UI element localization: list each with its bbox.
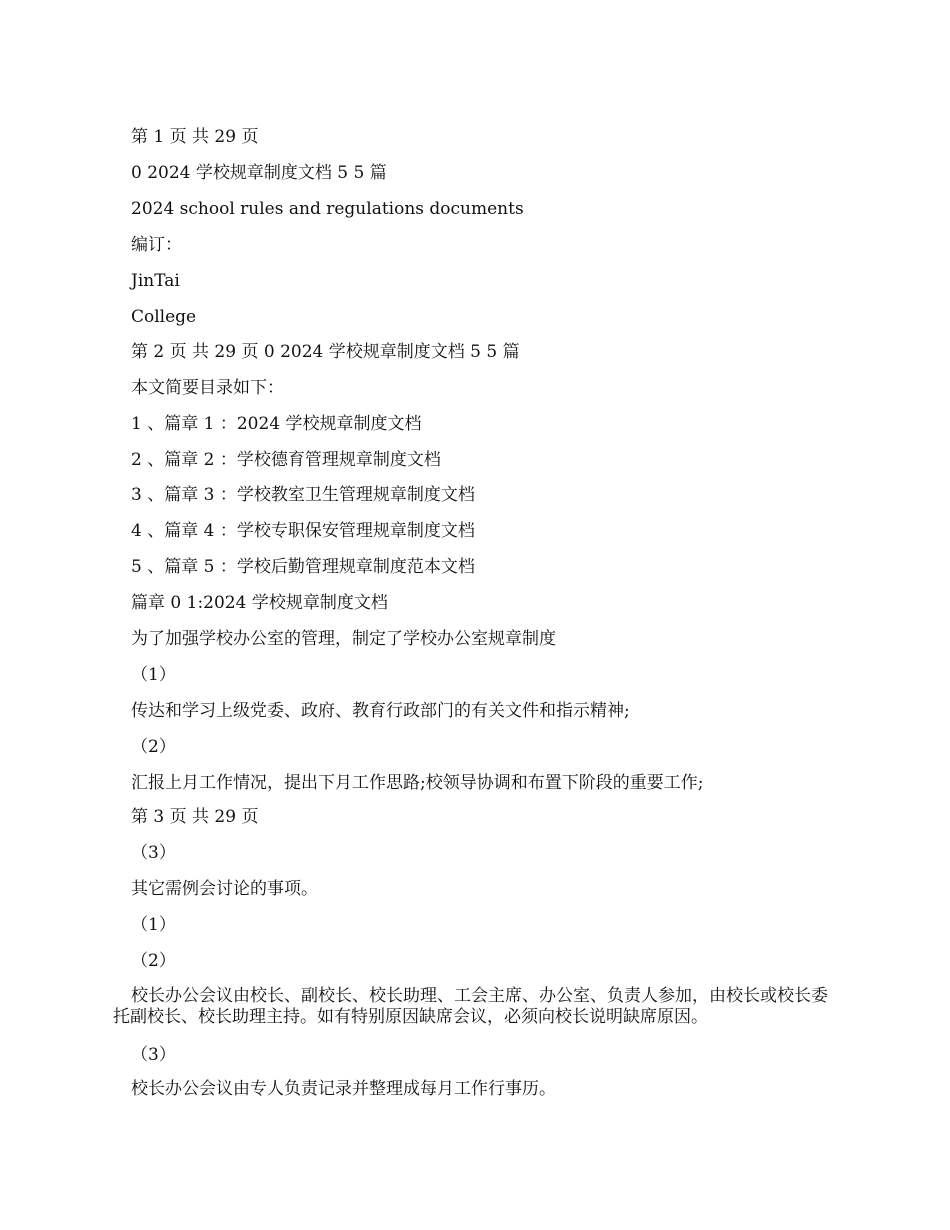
item-number: （1） — [131, 915, 176, 935]
chapter-heading: 篇章 0 1:2024 学校规章制度文档 — [131, 593, 388, 613]
page-header-2: 第 2 页 共 29 页 0 2024 学校规章制度文档 5 5 篇 — [131, 342, 520, 362]
item-number: （3） — [131, 843, 176, 863]
item-number: （2） — [131, 951, 176, 971]
title-english: 2024 school rules and regulations documents — [131, 199, 524, 219]
organization-line-2: College — [131, 307, 197, 327]
page-header-3: 第 3 页 共 29 页 — [131, 807, 259, 827]
page-header-1: 第 1 页 共 29 页 — [131, 127, 259, 147]
item-paragraph: 校长办公会议由校长、副校长、校长助理、工会主席、办公室、负责人参加，由校长或校长委托副校长、校长助理主持。如有特别原因缺席会议，必须向校长说明缺席原因。 — [113, 986, 828, 1027]
item-number: （2） — [131, 737, 176, 757]
title-chinese: 0 2024 学校规章制度文档 5 5 篇 — [131, 163, 387, 183]
toc-item: 3 、篇章 3 ：学校教室卫生管理规章制度文档 — [131, 485, 475, 505]
editor-label: 编订： — [131, 235, 182, 255]
toc-item: 1 、篇章 1 ：2024 学校规章制度文档 — [131, 414, 422, 434]
item-number: （3） — [131, 1045, 176, 1065]
item-text: 校长办公会议由专人负责记录并整理成每月工作行事历。 — [131, 1079, 556, 1099]
organization-line-1: JinTai — [131, 271, 180, 291]
item-text: 其它需例会讨论的事项。 — [131, 879, 318, 899]
item-text: 汇报上月工作情况，提出下月工作思路;校领导协调和布置下阶段的重要工作; — [131, 773, 704, 793]
toc-item: 4 、篇章 4 ：学校专职保安管理规章制度文档 — [131, 521, 475, 541]
toc-item: 5 、篇章 5 ：学校后勤管理规章制度范本文档 — [131, 557, 475, 577]
intro-paragraph: 为了加强学校办公室的管理，制定了学校办公室规章制度 — [131, 629, 556, 649]
item-text: 传达和学习上级党委、政府、教育行政部门的有关文件和指示精神; — [131, 701, 630, 721]
toc-intro: 本文简要目录如下： — [131, 378, 284, 398]
toc-item: 2 、篇章 2 ：学校德育管理规章制度文档 — [131, 450, 441, 470]
item-number: （1） — [131, 665, 176, 685]
